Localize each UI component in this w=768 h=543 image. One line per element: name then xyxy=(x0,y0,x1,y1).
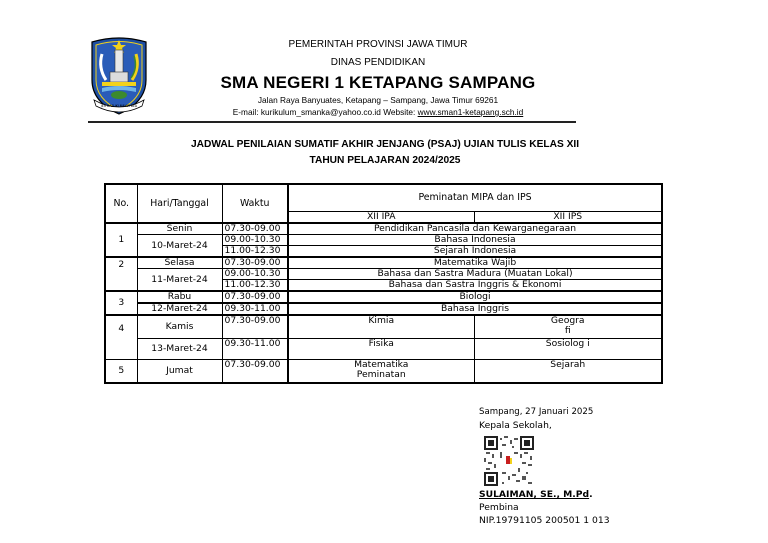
subject-ips xyxy=(474,315,662,339)
government-name: PEMERINTAH PROVINSI JAWA TIMUR xyxy=(288,39,468,50)
table-row xyxy=(105,303,662,315)
exam-schedule-table xyxy=(104,183,663,384)
subject-shared: Bahasa dan Sastra Madura (Muatan Lokal) xyxy=(288,269,662,280)
title-line-2: TAHUN PELAJARAN 2024/2025 xyxy=(309,155,461,166)
subject-ips-text: Sosiolog i xyxy=(545,338,590,349)
session-time: 11.00-12.30 xyxy=(222,246,288,258)
subject-shared: Biologi xyxy=(288,291,662,303)
col-header-date: Hari/Tanggal xyxy=(137,184,222,223)
row-number: 3 xyxy=(105,291,137,315)
subject-ipa: Fisika xyxy=(288,339,474,360)
subject-ips xyxy=(474,339,662,360)
row-number: 4 xyxy=(105,315,137,360)
table-row xyxy=(105,223,662,235)
day-name: Selasa xyxy=(137,257,222,269)
table-header-row xyxy=(105,184,662,212)
table-row xyxy=(105,315,662,339)
subject-shared: Pendidikan Pancasila dan Kewarganegaraan xyxy=(288,223,662,235)
table-row xyxy=(105,257,662,269)
session-time: 07.30-09.00 xyxy=(222,360,288,384)
school-address: Jalan Raya Banyuates, Ketapang – Sampang, Jawa Timur 69261 xyxy=(257,95,499,105)
subject-shared: Sejarah Indonesia xyxy=(288,246,662,258)
subject-ips-text: Geogra fi xyxy=(550,315,585,336)
east-java-provincial-crest-icon xyxy=(88,36,150,118)
signature-block xyxy=(479,406,610,527)
signer-name-suffix: . xyxy=(589,489,593,500)
table-row xyxy=(105,269,662,280)
website-link[interactable]: www.sman1-ketapang.sch.id xyxy=(417,107,524,117)
subject-ips: Sejarah xyxy=(474,360,662,384)
subject-shared: Bahasa dan Sastra Inggris & Ekonomi xyxy=(288,280,662,292)
school-contact xyxy=(190,107,566,118)
row-number: 2 xyxy=(105,257,137,291)
table-row xyxy=(105,360,662,384)
place-date: Sampang, 27 Januari 2025 xyxy=(479,407,594,417)
subject-shared: Bahasa Indonesia xyxy=(288,235,662,246)
subject-ipa xyxy=(288,360,474,384)
exam-date: 11-Maret-24 xyxy=(137,269,222,292)
session-time: 09.00-10.30 xyxy=(222,235,288,246)
letterhead xyxy=(190,36,566,118)
title-line-1: JADWAL PENILAIAN SUMATIF AKHIR JENJANG (PSAJ) UJIAN TULIS KELAS XII xyxy=(190,139,580,150)
session-time: 11.00-12.30 xyxy=(222,280,288,292)
col-header-no: No. xyxy=(105,184,137,223)
session-time: 09.00-10.30 xyxy=(222,269,288,280)
session-time: 07.30-09.00 xyxy=(222,315,288,339)
document-title xyxy=(150,137,620,169)
subject-ipa-text: Matematika Peminatan xyxy=(354,359,409,380)
table-row xyxy=(105,339,662,360)
col-header-time: Waktu xyxy=(222,184,288,223)
email-text: E-mail: kurikulum_smanka@yahoo.co.id Website: xyxy=(232,107,418,117)
school-name: SMA NEGERI 1 KETAPANG SAMPANG xyxy=(220,73,536,92)
exam-date: 13-Maret-24 xyxy=(137,339,222,360)
day-name: Kamis xyxy=(137,315,222,339)
qr-code-icon xyxy=(484,436,534,486)
subject-ipa: Kimia xyxy=(288,315,474,339)
table-row xyxy=(105,291,662,303)
session-time: 07.30-09.00 xyxy=(222,223,288,235)
session-time: 07.30-09.00 xyxy=(222,291,288,303)
department-name: DINAS PENDIDIKAN xyxy=(330,57,426,68)
signer-position: Kepala Sekolah, xyxy=(479,420,552,431)
col-header-group: Peminatan MIPA dan IPS xyxy=(288,184,662,212)
table-row xyxy=(105,235,662,246)
col-header-ipa: XII IPA xyxy=(288,212,474,224)
row-number: 1 xyxy=(105,223,137,257)
row-number: 5 xyxy=(105,360,137,384)
letterhead-divider xyxy=(88,121,576,123)
day-name: Jumat xyxy=(137,360,222,384)
col-header-ips: XII IPS xyxy=(474,212,662,224)
signer-name: SULAIMAN, SE., M.Pd xyxy=(479,489,590,500)
day-name: Rabu xyxy=(137,291,222,303)
signer-rank: Pembina xyxy=(479,502,519,513)
signer-name-line xyxy=(479,488,610,501)
east-java-crest-logo xyxy=(88,36,150,118)
subject-shared: Bahasa Inggris xyxy=(288,303,662,315)
signer-nip: NIP.19791105 200501 1 013 xyxy=(479,515,610,526)
session-time: 09.30-11.00 xyxy=(222,339,288,360)
session-time: 09.30-11.00 xyxy=(222,303,288,315)
exam-date: 10-Maret-24 xyxy=(137,235,222,258)
session-time: 07.30-09.00 xyxy=(222,257,288,269)
svg-text:JER BASUKI MAWA BEA: JER BASUKI MAWA BEA xyxy=(100,104,138,108)
day-name: Senin xyxy=(137,223,222,235)
subject-shared: Matematika Wajib xyxy=(288,257,662,269)
exam-date: 12-Maret-24 xyxy=(137,303,222,315)
